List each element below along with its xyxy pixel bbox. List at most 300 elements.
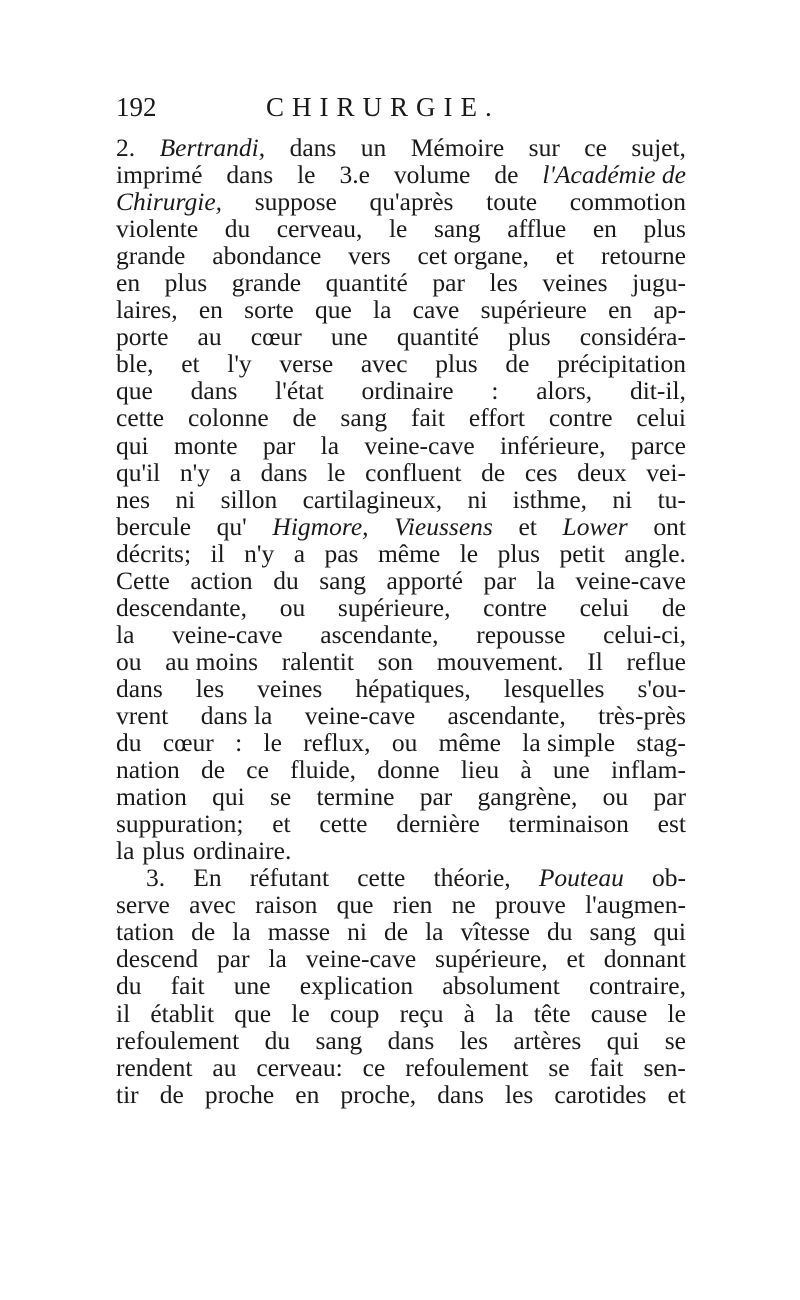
word: plus	[164, 268, 208, 298]
word: commotion	[569, 187, 686, 217]
text-line	[116, 540, 686, 567]
word: sang	[319, 565, 366, 595]
word: :	[491, 376, 499, 406]
word: l'Académie de	[542, 160, 686, 190]
word: ne	[451, 890, 476, 920]
word: le	[388, 214, 408, 244]
word: vrent	[116, 700, 169, 730]
word: la	[495, 998, 514, 1028]
word: cette	[319, 809, 368, 839]
text-line	[116, 972, 686, 999]
word: fluide,	[290, 755, 357, 785]
word: petit	[559, 538, 605, 568]
word: par	[483, 565, 517, 595]
page-header	[116, 92, 686, 132]
text-line	[116, 783, 686, 810]
word: ordinaire.	[192, 836, 292, 866]
word: une	[233, 971, 271, 1001]
word: Cette	[116, 565, 170, 595]
word: Higmore,	[272, 511, 369, 541]
word: la	[268, 944, 287, 974]
word: établit	[150, 998, 215, 1028]
word: tir	[116, 1079, 139, 1109]
word: en	[295, 1079, 320, 1109]
word: vei-	[646, 457, 686, 487]
word: la	[536, 565, 556, 595]
word: un	[360, 133, 387, 162]
word: deux	[577, 457, 627, 487]
word: de	[159, 1079, 184, 1109]
page-number: 192	[116, 92, 157, 122]
word: mouvement.	[436, 646, 564, 676]
text-line	[116, 729, 686, 756]
word: au moins	[165, 646, 258, 676]
word: explication	[299, 971, 414, 1001]
word: réfutant	[249, 863, 330, 893]
running-title: CHIRURGIE.	[266, 92, 500, 122]
word: reflux,	[303, 728, 371, 758]
word: par	[217, 944, 250, 974]
word: l'y	[227, 349, 252, 379]
word: plus	[508, 322, 551, 352]
word: ascendante,	[320, 619, 439, 649]
word: rendent	[116, 1052, 193, 1082]
text-line	[116, 945, 686, 972]
word: par	[419, 782, 453, 812]
text-line	[116, 161, 686, 188]
word: ap-	[653, 295, 686, 325]
word: descendante,	[116, 592, 247, 622]
word: refoulement	[405, 1052, 529, 1082]
word: même	[438, 728, 501, 758]
word: coup	[329, 998, 380, 1028]
word: de	[383, 917, 409, 947]
word: par	[432, 268, 465, 298]
word: n'y	[244, 538, 275, 568]
word: proche,	[340, 1079, 417, 1109]
word: repousse	[476, 619, 566, 649]
text-line	[116, 702, 686, 729]
word: jugu-	[632, 268, 686, 298]
word: suppose	[254, 187, 337, 217]
word: fait	[411, 403, 445, 433]
word: très-près	[598, 700, 686, 730]
word: plus	[497, 538, 541, 568]
word: Pouteau	[538, 863, 624, 893]
word: cœur	[250, 322, 302, 352]
word: que	[314, 295, 352, 325]
word: nes	[116, 484, 150, 514]
word: les	[195, 673, 225, 703]
word: ce	[246, 755, 269, 785]
word: retourne	[601, 241, 686, 271]
word: parce	[630, 430, 686, 460]
text-line	[116, 296, 686, 323]
word: proche	[204, 1079, 275, 1109]
word: volume	[393, 160, 471, 190]
word: colonne	[187, 403, 269, 433]
text-line	[116, 513, 686, 540]
word: dans	[387, 1025, 435, 1055]
word: veine-cave	[364, 430, 475, 460]
word: ou	[391, 728, 418, 758]
word: que	[336, 890, 374, 920]
word: par	[262, 430, 296, 460]
word: a	[293, 538, 306, 568]
text-line	[116, 188, 686, 215]
word: qu'après	[369, 187, 454, 217]
word: raison	[255, 890, 318, 920]
word: mation	[116, 782, 187, 812]
word: terminaison	[508, 809, 629, 839]
word: imprimé	[116, 160, 203, 190]
word: au	[197, 322, 222, 352]
word: refoulement	[116, 1025, 240, 1055]
text-line	[116, 1000, 686, 1027]
word: ou	[602, 782, 629, 812]
word: qu'	[216, 511, 247, 541]
word: l'état	[275, 376, 324, 406]
word: du	[116, 728, 142, 758]
word: sorte	[244, 295, 294, 325]
word: la	[320, 430, 340, 460]
word: veine-cave	[172, 619, 283, 649]
word: en	[608, 295, 633, 325]
word: précipitation	[557, 349, 686, 379]
word: dernière	[396, 809, 480, 839]
word: donnant	[603, 944, 686, 974]
word: en	[198, 295, 223, 325]
word: veine-cave	[305, 944, 417, 974]
word: dans	[116, 673, 163, 703]
word: sang	[340, 403, 388, 433]
word: isthme,	[512, 484, 588, 514]
word: a	[229, 457, 242, 487]
text-line	[116, 215, 686, 242]
word: plus	[142, 836, 185, 866]
word: artères	[513, 1025, 582, 1055]
word: une	[552, 755, 590, 785]
word: qui	[116, 430, 149, 460]
word: En	[193, 863, 222, 893]
word: descend	[116, 944, 199, 974]
word: fait	[589, 1052, 624, 1082]
word: celui	[579, 592, 630, 622]
word: contre	[548, 403, 613, 433]
word: dans	[437, 1079, 484, 1109]
word: cerveau:	[256, 1052, 343, 1082]
word: il	[116, 998, 131, 1028]
word: décrits;	[116, 538, 192, 568]
word: n'y	[179, 457, 211, 487]
word: la	[116, 619, 135, 649]
word: cette	[116, 403, 165, 433]
word: ob-	[651, 863, 686, 893]
word: ce	[362, 1052, 386, 1082]
text-line	[116, 1027, 686, 1054]
word: et	[566, 944, 585, 974]
word: angle.	[624, 538, 686, 568]
word: de	[200, 755, 226, 785]
word: théorie,	[433, 863, 511, 893]
word: inférieure,	[499, 430, 606, 460]
word: cette	[357, 863, 406, 893]
word: supérieure	[480, 295, 587, 325]
word: à	[463, 998, 475, 1028]
text-line	[116, 810, 686, 837]
word: dans	[190, 376, 238, 406]
word: ou	[116, 646, 142, 676]
word: cet organe,	[417, 241, 529, 271]
word: que	[116, 376, 153, 406]
word: tu-	[657, 484, 686, 514]
word: verse	[279, 349, 334, 379]
body-text	[116, 134, 686, 1108]
word: apporté	[386, 565, 463, 595]
word: de	[191, 917, 216, 947]
word: sang	[315, 1025, 363, 1055]
word: sur	[528, 133, 560, 162]
word: sang	[433, 214, 481, 244]
word: ce	[584, 133, 607, 162]
word: reflue	[626, 646, 686, 676]
word: et	[181, 349, 200, 379]
word: grande	[116, 241, 186, 271]
word: quantité	[396, 322, 479, 352]
word: suppuration;	[116, 809, 244, 839]
word: en	[116, 268, 141, 298]
word: ni	[467, 484, 488, 514]
text-line	[116, 648, 686, 675]
word: inflam-	[610, 755, 686, 785]
text-line	[116, 459, 686, 486]
word: le	[297, 160, 316, 190]
word: monte	[173, 430, 238, 460]
word: se	[664, 1025, 686, 1055]
word: il	[210, 538, 225, 568]
word: dans la	[200, 700, 273, 730]
word: lieu	[460, 755, 500, 785]
word: dit-il,	[629, 376, 686, 406]
word: la	[373, 295, 392, 325]
word: sang	[589, 917, 637, 947]
word: action	[190, 565, 253, 595]
word: lesquelles	[503, 673, 605, 703]
word: ni	[612, 484, 633, 514]
word: pas	[324, 538, 359, 568]
word: termine	[316, 782, 395, 812]
word: du	[273, 565, 299, 595]
word: masse	[267, 917, 331, 947]
word: par	[653, 782, 686, 812]
word: carotides	[554, 1079, 647, 1109]
word: serve	[116, 890, 170, 920]
word: de	[292, 403, 317, 433]
word: absolument	[442, 971, 560, 1001]
word: supérieure,	[435, 944, 548, 974]
text-line	[116, 323, 686, 350]
word: ces	[524, 457, 558, 487]
text-line	[116, 1081, 686, 1108]
word: quantité	[325, 268, 408, 298]
word: se	[548, 1052, 570, 1082]
word: bercule	[116, 511, 192, 541]
word: et	[272, 809, 291, 839]
word: les	[505, 1079, 534, 1109]
word: celui	[636, 403, 686, 433]
word: alors,	[536, 376, 593, 406]
text-line	[116, 350, 686, 377]
word: est	[657, 809, 686, 839]
word: ni	[347, 917, 367, 947]
word: 2.	[116, 133, 136, 162]
word: et	[518, 511, 537, 541]
word: Lower	[562, 511, 628, 541]
word: contre	[483, 592, 547, 622]
word: veine-cave	[575, 565, 686, 595]
word: ou	[279, 592, 306, 622]
word: cave	[412, 295, 460, 325]
word: sillon	[220, 484, 278, 514]
word: donne	[377, 755, 440, 785]
word: le	[291, 998, 310, 1028]
word: sujet,	[631, 133, 686, 162]
word: la	[425, 917, 444, 947]
word: le	[459, 538, 479, 568]
word: de	[494, 160, 519, 190]
word: stag-	[636, 728, 686, 758]
word: tête	[533, 998, 571, 1028]
word: afflue	[507, 214, 567, 244]
word: s'ou-	[637, 673, 686, 703]
word: l'augmen-	[585, 890, 686, 920]
word: et	[667, 1079, 686, 1109]
word: de	[505, 349, 530, 379]
word: Bertrandi,	[159, 133, 266, 162]
text-line	[116, 864, 686, 891]
text-line	[116, 377, 686, 404]
word: avec	[189, 890, 236, 920]
word: gangrène,	[477, 782, 578, 812]
text-line	[116, 1054, 686, 1081]
word: ralentit	[281, 646, 354, 676]
word: cartilagineux,	[302, 484, 443, 514]
word: reçu	[399, 998, 444, 1028]
text-line	[116, 837, 686, 864]
word: Vieussens	[394, 511, 493, 541]
word: le	[667, 998, 686, 1028]
word: cause	[590, 998, 648, 1028]
word: du	[547, 917, 573, 947]
word: le	[327, 457, 346, 487]
word: violente	[116, 214, 199, 244]
text-line	[116, 242, 686, 269]
text-line	[116, 594, 686, 621]
word: toute	[486, 187, 538, 217]
text-line	[116, 756, 686, 783]
word: plus	[435, 349, 478, 379]
word: hépatiques,	[355, 673, 471, 703]
text-line	[116, 432, 686, 459]
word: la	[232, 917, 251, 947]
word: en	[592, 214, 617, 244]
word: veine-cave	[304, 700, 416, 730]
word: ble,	[116, 349, 154, 379]
word: tation	[116, 917, 175, 947]
word: avec	[360, 349, 408, 379]
word: au	[212, 1052, 237, 1082]
word: prouve	[495, 890, 566, 920]
word: porte	[116, 322, 169, 352]
word: abondance	[212, 241, 322, 271]
word: du	[224, 214, 251, 244]
word: 3.e	[339, 160, 370, 190]
text-line	[116, 621, 686, 648]
word: veines	[257, 673, 323, 703]
word: du	[264, 1025, 291, 1055]
word: qu'il	[116, 457, 161, 487]
word: du	[116, 971, 142, 1001]
word: veines	[542, 268, 608, 298]
word: celui-ci,	[603, 619, 686, 649]
text-line	[116, 134, 686, 161]
word: confluent	[365, 457, 462, 487]
text-line	[116, 891, 686, 918]
text-line	[116, 567, 686, 594]
word: dans	[226, 160, 274, 190]
word: ni	[175, 484, 196, 514]
word: considéra-	[579, 322, 686, 352]
word: cœur	[162, 728, 214, 758]
word: de	[481, 457, 506, 487]
word: fait	[170, 971, 205, 1001]
word: 3.	[146, 863, 166, 893]
word: les	[459, 1025, 489, 1055]
word: laires,	[116, 295, 178, 325]
word: sen-	[643, 1052, 686, 1082]
word: à	[520, 755, 532, 785]
word: son	[377, 646, 414, 676]
word: les	[489, 268, 518, 298]
word: et	[555, 241, 575, 271]
word: une	[330, 322, 368, 352]
word: le	[263, 728, 282, 758]
word: ascendante,	[447, 700, 566, 730]
word: de	[661, 592, 686, 622]
word: Chirurgie,	[116, 187, 223, 217]
word: vîtesse	[460, 917, 530, 947]
word: grande	[231, 268, 302, 298]
word: supérieure,	[337, 592, 451, 622]
word: cerveau,	[276, 214, 363, 244]
word: Il	[587, 646, 603, 676]
word: ont	[653, 511, 686, 541]
word: vers	[348, 241, 391, 271]
text-line	[116, 269, 686, 296]
word: rien	[392, 890, 433, 920]
word: ordinaire	[361, 376, 454, 406]
word: qui	[653, 917, 686, 947]
text-line	[116, 486, 686, 513]
word: la	[116, 836, 135, 866]
text-line	[116, 404, 686, 431]
text-line	[116, 675, 686, 702]
word: :	[235, 728, 243, 758]
word: même	[377, 538, 441, 568]
word: la simple	[522, 728, 616, 758]
word: nation	[116, 755, 180, 785]
text-line	[116, 918, 686, 945]
